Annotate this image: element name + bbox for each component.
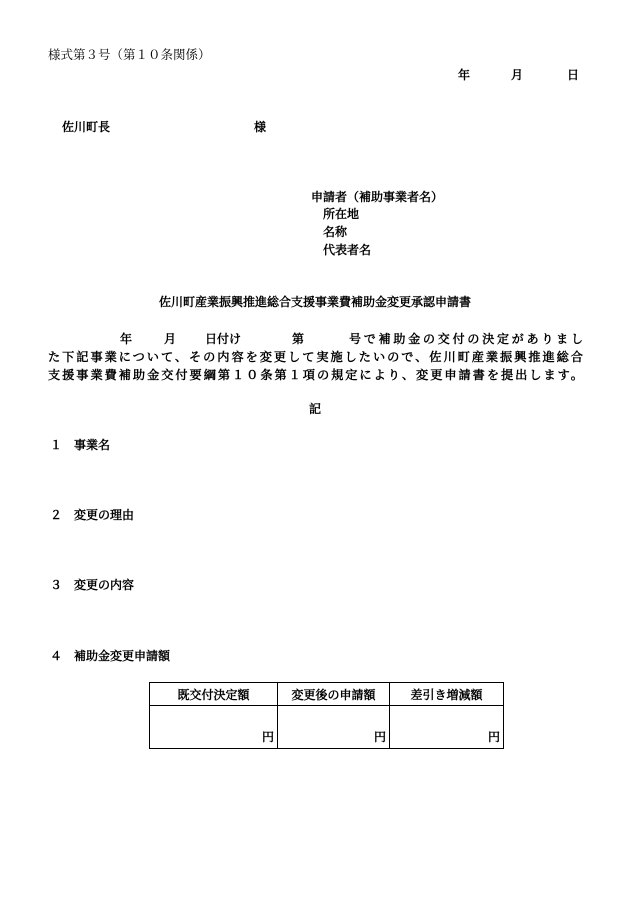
date-day-label: 日 bbox=[567, 68, 580, 82]
item-number-1: １ bbox=[50, 438, 63, 452]
addressee-name: 佐川町長 bbox=[62, 120, 111, 134]
item-label-change-reason: 変更の理由 bbox=[74, 508, 135, 522]
amount-table-header-row bbox=[150, 683, 504, 706]
item-number-2: ２ bbox=[50, 508, 63, 522]
applicant-address-label: 所在地 bbox=[323, 207, 360, 221]
header-existing-decision-amount: 既交付決定額 bbox=[150, 683, 278, 706]
body-line-2: た下記事業について、その内容を変更して実施したいので、佐川町産業振興推進総合 bbox=[48, 350, 583, 364]
amount-table-value-row bbox=[150, 706, 504, 749]
cell-existing-amount-unit[interactable]: 円 bbox=[150, 706, 278, 749]
addressee-honorific: 様 bbox=[254, 120, 267, 134]
item-label-business-name: 事業名 bbox=[74, 438, 111, 452]
applicant-name-label: 名称 bbox=[323, 225, 348, 239]
form-number: 様式第３号（第１０条関係） bbox=[48, 47, 211, 62]
body-month-label: 月 bbox=[164, 332, 177, 346]
body-line-3: 支援事業費補助金交付要綱第１０条第１項の規定により、変更申請書を提出します。 bbox=[48, 368, 583, 382]
header-revised-application-amount: 変更後の申請額 bbox=[278, 683, 390, 706]
item-label-change-content: 変更の内容 bbox=[74, 578, 135, 592]
body-no-label: 第 bbox=[292, 332, 305, 346]
applicant-heading: 申請者（補助事業者名） bbox=[311, 190, 444, 204]
header-difference-amount: 差引き増減額 bbox=[390, 683, 504, 706]
body-year-label: 年 bbox=[120, 332, 133, 346]
item-number-3: ３ bbox=[50, 578, 63, 592]
date-month-label: 月 bbox=[511, 68, 524, 82]
date-year-label: 年 bbox=[458, 68, 471, 82]
cell-difference-amount-unit[interactable]: 円 bbox=[390, 706, 504, 749]
body-dated-label: 日付け bbox=[205, 332, 242, 346]
item-label-amount: 補助金変更申請額 bbox=[74, 649, 171, 663]
ki-heading: 記 bbox=[308, 402, 321, 416]
document-title: 佐川町産業振興推進総合支援事業費補助金変更承認申請書 bbox=[158, 295, 471, 309]
cell-revised-amount-unit[interactable]: 円 bbox=[278, 706, 390, 749]
applicant-representative-label: 代表者名 bbox=[323, 243, 372, 257]
body-line-1-rest: 号で補助金の交付の決定がありまし bbox=[349, 332, 583, 346]
item-number-4: ４ bbox=[50, 649, 63, 663]
amount-table bbox=[149, 682, 504, 749]
